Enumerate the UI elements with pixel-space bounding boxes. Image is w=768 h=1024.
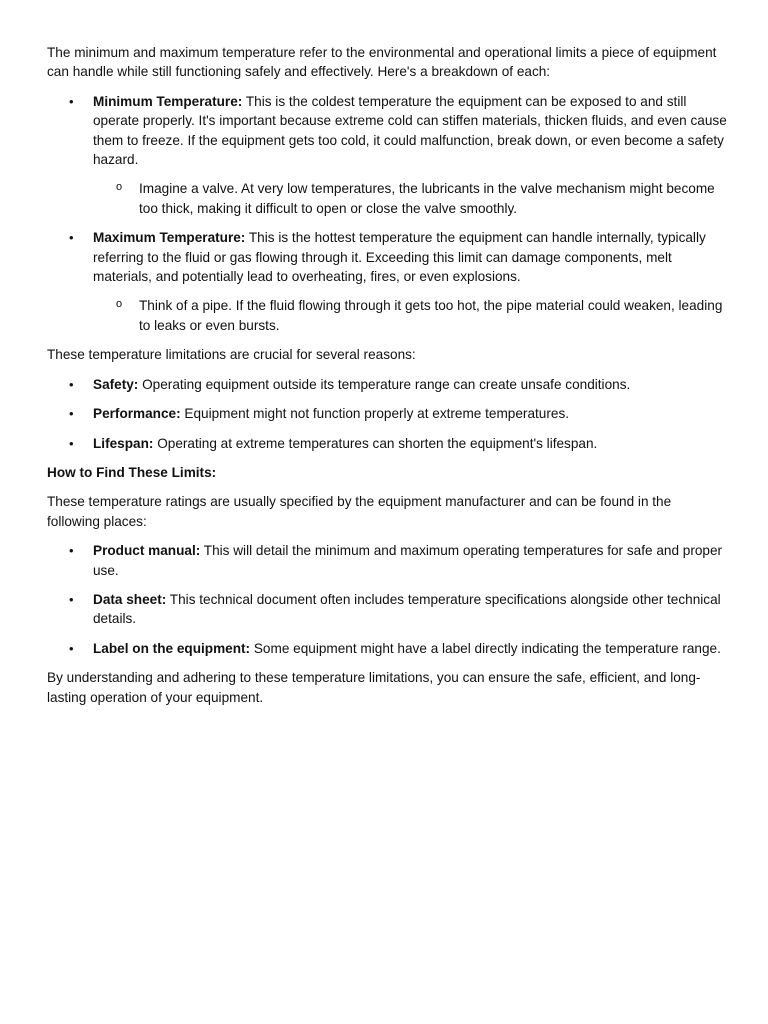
circle-bullet-icon: o [116, 181, 123, 194]
find-intro-paragraph: These temperature ratings are usually specified by the equipment manufacturer and can be found in the following places: [47, 494, 672, 529]
term-label: Safety: [93, 376, 139, 392]
document-page [47, 43, 727, 717]
conclusion-paragraph: By understanding and adhering to these temperature limitations, you can ensure the safe, efficient, and long-lasting operation of your equipment. [47, 670, 701, 705]
example-text: Imagine a valve. At very low temperatures, the lubricants in the valve mechanism might become too thick, making it difficult to open or close the valve smoothly. [139, 181, 715, 216]
term-description: Some equipment might have a label directly indicating the temperature range. [250, 640, 721, 656]
term-description: Operating at extreme temperatures can shorten the equipment's lifespan. [153, 435, 598, 451]
bullet-icon: • [69, 93, 74, 109]
term-description: Operating equipment outside its temperature range can create unsafe conditions. [138, 376, 631, 392]
sub-list-item-valve-example [47, 179, 727, 218]
bullet-icon: • [69, 376, 74, 392]
definitions-list [47, 92, 727, 335]
term-description: This is the coldest temperature the equipment can be exposed to and still operate properly. It's important because extreme cold can stiffen materials, thicken fluids, and even cause them to freeze. If the equipment gets too cold, it could malfunction, break down, or even become a safety hazard. [93, 93, 727, 168]
term-label: Data sheet: [93, 591, 167, 607]
bullet-icon: • [69, 640, 74, 656]
term-label: Minimum Temperature: [93, 93, 243, 109]
reasons-list [47, 375, 727, 453]
term-description: Equipment might not function properly at extreme temperatures. [180, 406, 570, 422]
list-item-maximum-temperature [47, 228, 727, 286]
circle-bullet-icon: o [116, 298, 123, 311]
section-heading: How to Find These Limits: [47, 464, 217, 480]
list-item-equipment-label [47, 639, 727, 658]
list-item-product-manual [47, 541, 727, 580]
sub-list-item-pipe-example [47, 296, 727, 335]
bullet-icon: • [69, 406, 74, 422]
term-label: Label on the equipment: [93, 640, 251, 656]
list-item-minimum-temperature [47, 92, 727, 170]
list-item-lifespan [47, 434, 727, 453]
term-description: This technical document often includes temperature specifications alongside other technical details. [93, 591, 721, 627]
bullet-icon: • [69, 591, 74, 607]
sources-list [47, 541, 727, 658]
term-label: Performance: [93, 406, 181, 422]
bullet-icon: • [69, 230, 74, 246]
term-label: Lifespan: [93, 435, 154, 451]
intro-paragraph: The minimum and maximum temperature refer to the environmental and operational limits a piece of equipment can handle while still functioning safely and effectively. Here's a breakdown of each: [47, 45, 717, 80]
reasons-intro-paragraph: These temperature limitations are crucial for several reasons: [47, 347, 416, 363]
term-label: Maximum Temperature: [93, 230, 246, 246]
term-description: This will detail the minimum and maximum operating temperatures for safe and proper use. [93, 543, 723, 578]
term-label: Product manual: [93, 543, 201, 559]
list-item-performance [47, 404, 727, 423]
bullet-icon: • [69, 543, 74, 559]
example-text: Think of a pipe. If the fluid flowing through it gets too hot, the pipe material could weaken, leading to leaks or even bursts. [139, 298, 723, 333]
list-item-data-sheet [47, 590, 727, 629]
term-description: This is the hottest temperature the equipment can handle internally, typically referring to the fluid or gas flowing through it. Exceeding this limit can damage components, melt materials, and potentially lead to overheating, fires, or even explosions. [93, 230, 706, 285]
bullet-icon: • [69, 435, 74, 451]
list-item-safety [47, 375, 727, 394]
